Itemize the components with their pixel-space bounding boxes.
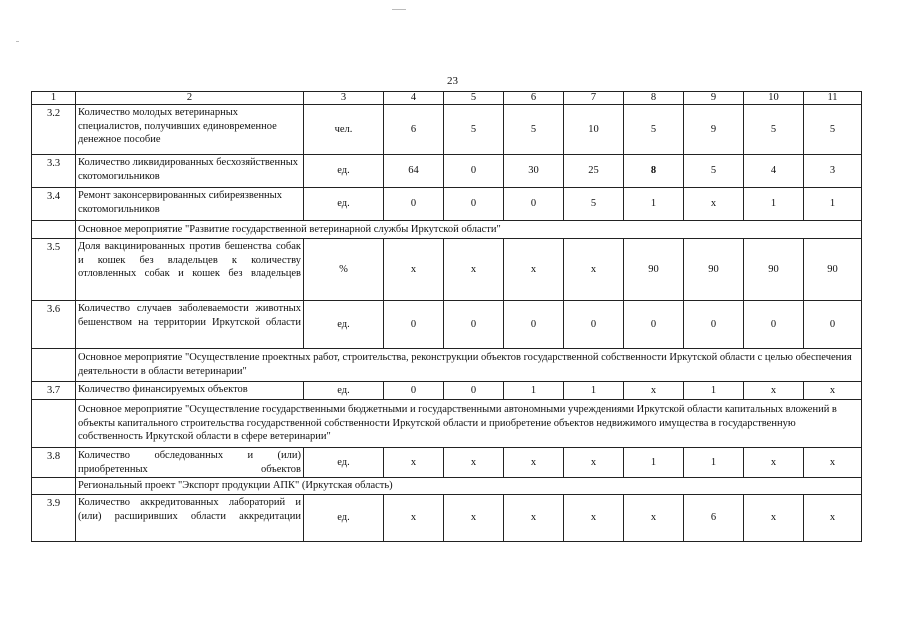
column-number-row bbox=[32, 92, 862, 105]
table-row bbox=[32, 105, 862, 155]
value-cell: 1 bbox=[684, 448, 744, 478]
value-cell: х bbox=[804, 494, 862, 541]
indicator-name: Количество финансируемых объектов bbox=[76, 382, 304, 400]
value-cell: 1 bbox=[504, 382, 564, 400]
value-cell: х bbox=[804, 382, 862, 400]
column-number: 4 bbox=[384, 92, 444, 105]
value-cell: 0 bbox=[744, 301, 804, 349]
value-cell: 5 bbox=[804, 105, 862, 155]
scan-mark bbox=[392, 9, 406, 10]
column-number: 5 bbox=[444, 92, 504, 105]
value-cell: 25 bbox=[564, 155, 624, 188]
column-number: 8 bbox=[624, 92, 684, 105]
value-cell: х bbox=[744, 382, 804, 400]
section-row bbox=[32, 400, 862, 448]
indicator-name: Доля вакцинированных против бешенства собак и кошек без владельцев к количеству отловленных собак и кошек без владельцев bbox=[76, 239, 304, 301]
unit-cell: ед. bbox=[304, 188, 384, 221]
value-cell: х bbox=[444, 494, 504, 541]
value-cell: х bbox=[504, 239, 564, 301]
value-cell: 90 bbox=[804, 239, 862, 301]
table-row bbox=[32, 301, 862, 349]
value-cell: 1 bbox=[744, 188, 804, 221]
value-cell: 90 bbox=[684, 239, 744, 301]
indicator-name: Ремонт законсервированных сибиреязвенных скотомогильников bbox=[76, 188, 304, 221]
indicator-name: Количество случаев заболеваемости животных бешенством на территории Иркутской области bbox=[76, 301, 304, 349]
row-number: 3.3 bbox=[32, 155, 76, 188]
row-number-empty bbox=[32, 478, 76, 495]
scan-mark bbox=[16, 41, 19, 42]
value-cell: х bbox=[804, 448, 862, 478]
value-cell: 0 bbox=[564, 301, 624, 349]
value-cell: 1 bbox=[624, 448, 684, 478]
value-cell: х bbox=[564, 448, 624, 478]
column-number: 3 bbox=[304, 92, 384, 105]
column-number: 7 bbox=[564, 92, 624, 105]
row-number: 3.5 bbox=[32, 239, 76, 301]
value-cell: х bbox=[744, 494, 804, 541]
unit-cell: ед. bbox=[304, 382, 384, 400]
value-cell: х bbox=[384, 239, 444, 301]
value-cell: 5 bbox=[624, 105, 684, 155]
row-number: 3.4 bbox=[32, 188, 76, 221]
unit-cell: ед. bbox=[304, 155, 384, 188]
value-cell: 30 bbox=[504, 155, 564, 188]
value-cell: 0 bbox=[444, 188, 504, 221]
row-number: 3.2 bbox=[32, 105, 76, 155]
unit-cell: ед. bbox=[304, 448, 384, 478]
value-cell: 90 bbox=[624, 239, 684, 301]
value-cell: 9 bbox=[684, 105, 744, 155]
row-number: 3.7 bbox=[32, 382, 76, 400]
value-cell: 0 bbox=[384, 188, 444, 221]
unit-cell: чел. bbox=[304, 105, 384, 155]
value-cell: 90 bbox=[744, 239, 804, 301]
column-number: 11 bbox=[804, 92, 862, 105]
value-cell: 5 bbox=[504, 105, 564, 155]
section-title: Региональный проект "Экспорт продукции АПК" (Иркутская область) bbox=[76, 478, 862, 495]
value-cell: х bbox=[444, 239, 504, 301]
table-row bbox=[32, 155, 862, 188]
value-cell: х bbox=[504, 448, 564, 478]
value-cell: 5 bbox=[564, 188, 624, 221]
column-number: 6 bbox=[504, 92, 564, 105]
value-cell: 64 bbox=[384, 155, 444, 188]
column-number: 9 bbox=[684, 92, 744, 105]
section-row bbox=[32, 221, 862, 239]
value-cell: 8 bbox=[624, 155, 684, 188]
row-number: 3.6 bbox=[32, 301, 76, 349]
value-cell: 0 bbox=[624, 301, 684, 349]
value-cell: 3 bbox=[804, 155, 862, 188]
value-cell: 0 bbox=[384, 382, 444, 400]
value-cell: 1 bbox=[684, 382, 744, 400]
value-cell: х bbox=[684, 188, 744, 221]
value-cell: 1 bbox=[804, 188, 862, 221]
value-cell: 6 bbox=[384, 105, 444, 155]
table-row bbox=[32, 382, 862, 400]
indicator-name: Количество ликвидированных бесхозяйственных скотомогильников bbox=[76, 155, 304, 188]
unit-cell: ед. bbox=[304, 301, 384, 349]
value-cell: 0 bbox=[384, 301, 444, 349]
value-cell: 0 bbox=[444, 301, 504, 349]
indicator-name: Количество аккредитованных лабораторий и (или) расширивших области аккредитации bbox=[76, 494, 304, 541]
table-row bbox=[32, 448, 862, 478]
row-number-empty bbox=[32, 400, 76, 448]
unit-cell: ед. bbox=[304, 494, 384, 541]
column-number: 2 bbox=[76, 92, 304, 105]
value-cell: х bbox=[504, 494, 564, 541]
section-row bbox=[32, 478, 862, 495]
value-cell: 5 bbox=[444, 105, 504, 155]
section-row bbox=[32, 349, 862, 382]
value-cell: х bbox=[624, 494, 684, 541]
value-cell: 5 bbox=[684, 155, 744, 188]
value-cell: 0 bbox=[804, 301, 862, 349]
page-number: 23 bbox=[447, 75, 458, 87]
value-cell: 0 bbox=[504, 301, 564, 349]
row-number: 3.8 bbox=[32, 448, 76, 478]
value-cell: 10 bbox=[564, 105, 624, 155]
value-cell: 0 bbox=[504, 188, 564, 221]
value-cell: 1 bbox=[624, 188, 684, 221]
value-cell: 4 bbox=[744, 155, 804, 188]
value-cell: 0 bbox=[684, 301, 744, 349]
value-cell: 1 bbox=[564, 382, 624, 400]
table-row bbox=[32, 188, 862, 221]
value-cell: 0 bbox=[444, 382, 504, 400]
value-cell: х bbox=[744, 448, 804, 478]
value-cell: х bbox=[564, 494, 624, 541]
value-cell: х bbox=[624, 382, 684, 400]
section-title: Основное мероприятие "Осуществление государственными бюджетными и государственными автономными учреждениями Иркутской области капитальных вложений в объекты капитального строительства государственной собственности Иркутской области и приобретение объектов недвижимого имущества в государственную собственность Иркутской области в сфере ветеринарии" bbox=[76, 400, 862, 448]
table-row bbox=[32, 239, 862, 301]
unit-cell: % bbox=[304, 239, 384, 301]
value-cell: х bbox=[564, 239, 624, 301]
section-title: Основное мероприятие "Осуществление проектных работ, строительства, реконструкции объектов государственной собственности Иркутской области с целью обеспечения деятельности в области ветеринарии" bbox=[76, 349, 862, 382]
indicators-table bbox=[31, 91, 862, 542]
row-number-empty bbox=[32, 221, 76, 239]
indicator-name: Количество обследованных и (или) приобретенных объектов bbox=[76, 448, 304, 478]
value-cell: х bbox=[444, 448, 504, 478]
indicator-name: Количество молодых ветеринарных специалистов, получивших единовременное денежное пособие bbox=[76, 105, 304, 155]
row-number-empty bbox=[32, 349, 76, 382]
table-row bbox=[32, 494, 862, 541]
value-cell: 6 bbox=[684, 494, 744, 541]
column-number: 1 bbox=[32, 92, 76, 105]
value-cell: 0 bbox=[444, 155, 504, 188]
value-cell: 5 bbox=[744, 105, 804, 155]
value-cell: х bbox=[384, 448, 444, 478]
section-title: Основное мероприятие "Развитие государственной ветеринарной службы Иркутской области" bbox=[76, 221, 862, 239]
column-number: 10 bbox=[744, 92, 804, 105]
row-number: 3.9 bbox=[32, 494, 76, 541]
value-cell: х bbox=[384, 494, 444, 541]
